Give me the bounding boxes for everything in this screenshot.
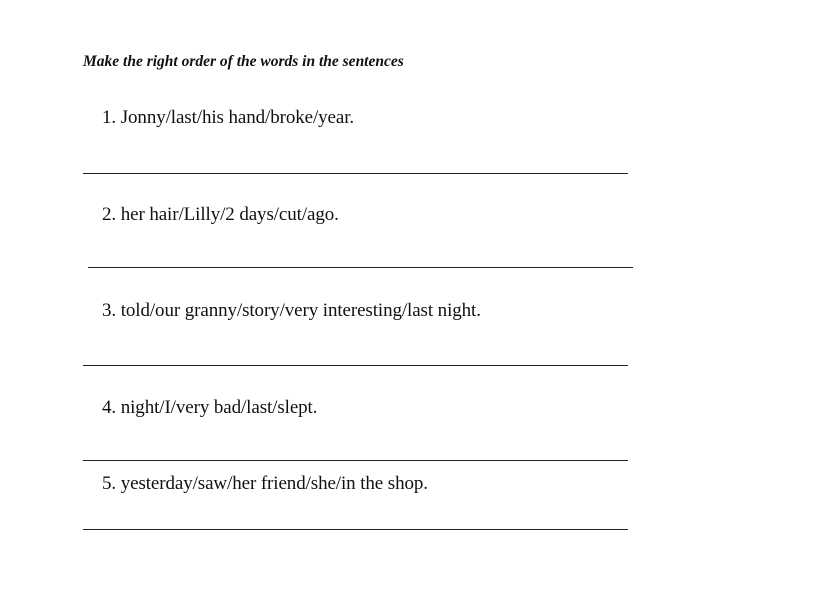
answer-line-3[interactable] [83,365,628,366]
item-number: 4. [102,397,117,418]
answer-line-1[interactable] [83,173,628,174]
exercise-item-3 [102,300,481,322]
item-text: told/our granny/story/very interesting/last night. [120,300,481,321]
item-number: 1. [102,107,117,128]
item-text: Jonny/last/his hand/broke/year. [120,107,355,128]
worksheet-title: Make the right order of the words in the sentences [83,53,404,70]
item-text: yesterday/saw/her friend/she/in the shop. [120,473,428,494]
answer-line-4[interactable] [83,460,628,461]
item-number: 5. [102,473,117,494]
item-text: her hair/Lilly/2 days/cut/ago. [120,204,339,225]
exercise-item-1 [102,107,354,129]
item-number: 3. [102,300,117,321]
answer-line-2[interactable] [88,267,633,268]
answer-line-5[interactable] [83,529,628,530]
exercise-item-2 [102,204,339,226]
item-text: night/I/very bad/last/slept. [120,397,318,418]
exercise-item-5 [102,473,428,495]
exercise-item-4 [102,397,317,419]
item-number: 2. [102,204,117,225]
